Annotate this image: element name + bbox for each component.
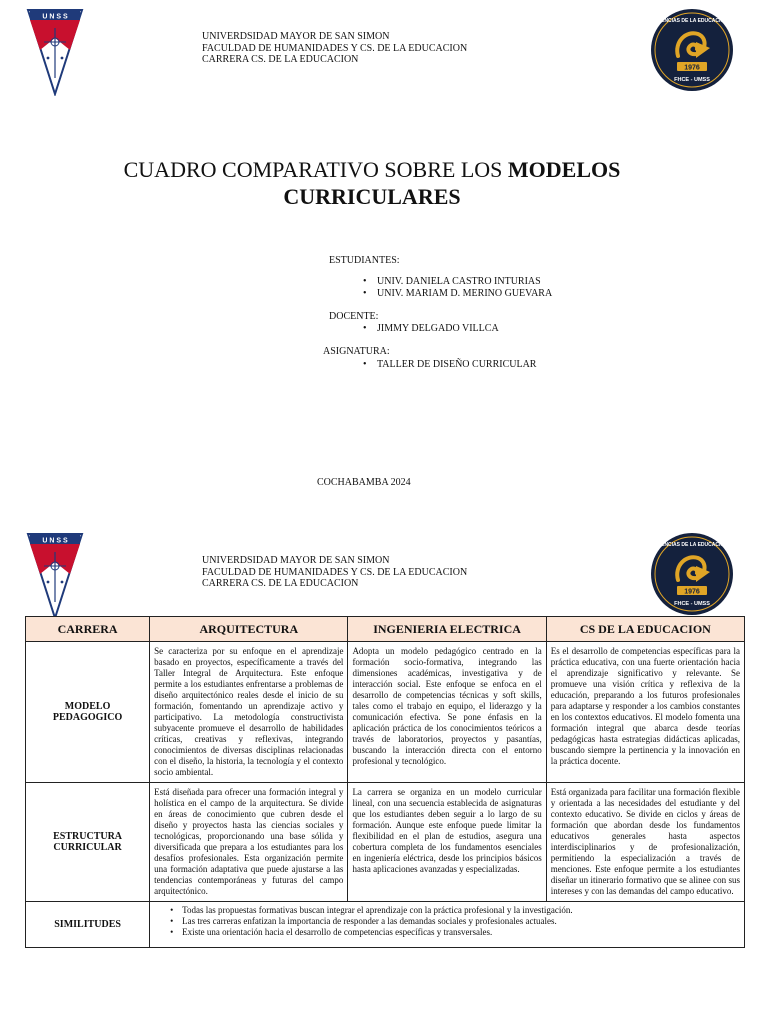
table-cell: La carrera se organiza en un modelo curricular lineal, con una secuencia establecida de asignaturas que los estudiantes deben seguir a lo largo de su formación. Aunque este enfoque puede limitar la flexibilidad en el plan de estudios, asegura una cobertura completa de los fundamentos esenciales en ingeniería eléctrica, desde los principios básicos hasta aplicaciones avanzadas y especializadas.	[348, 783, 546, 902]
student-name: • UNIV. MARIAM D. MERINO GUEVARA	[377, 288, 552, 300]
education-seal-logo	[650, 532, 734, 616]
education-seal-logo	[650, 8, 734, 92]
subject-label: ASIGNATURA:	[323, 346, 390, 357]
row-label-similitudes: SIMILITUDES	[26, 902, 150, 948]
svg-text:CIENCIAS DE LA EDUCACIÓN: CIENCIAS DE LA EDUCACIÓN	[656, 542, 728, 548]
table-header-row	[26, 617, 745, 642]
faculty-name: FACULDAD DE HUMANIDADES Y CS. DE LA EDUCACION	[202, 566, 468, 578]
teacher-list	[377, 323, 499, 335]
table-cell: Se caracteriza por su enfoque en el aprendizaje basado en proyectos, específicamente a través del Taller Integral de Arquitectura. Este enfoque permite a los estudiantes enfrentarse a problemas de diseño arquitectónico reales desde el inicio de su formación, fomentando un aprendizaje activo y participativo. La metodología constructivista subyacente promueve el desarrollo de habilidades críticas, creativas y reflexivas, integrando conocimientos de diversas disciplinas relacionadas con el diseño, la historia, la tecnología y el contexto socio ambiental.	[150, 642, 348, 783]
row-label-modelo-pedagogico: MODELO PEDAGOGICO	[26, 642, 150, 783]
header-cs-educacion: CS DE LA EDUCACION	[546, 617, 744, 642]
svg-text:FHCE - UMSS: FHCE - UMSS	[674, 77, 710, 83]
faculty-name: FACULDAD DE HUMANIDADES Y CS. DE LA EDUCACION	[202, 42, 468, 54]
city-year: COCHABAMBA 2024	[317, 477, 411, 488]
university-name: UNIVERDSIDAD MAYOR DE SAN SIMON	[202, 555, 390, 566]
svg-text:U N S S: U N S S	[42, 537, 68, 545]
header-ingenieria-electrica: INGENIERIA ELECTRICA	[348, 617, 546, 642]
table-cell: Adopta un modelo pedagógico centrado en la formación socio-formativa, integrando las dimensiones académicas, investigativa y de interacción social. Este enfoque se enfoca en el desarrollo de competencias técnicas y soft skills, tales como el trabajo en equipo, el liderazgo y la comunicación efectiva. Se pone énfasis en la aplicación práctica de los conocimientos teóricos a través de laboratorios, proyectos y pasantías, buscando la interacción directa con el entorno profesional y tecnológico.	[348, 642, 546, 783]
university-name: UNIVERDSIDAD MAYOR DE SAN SIMON	[202, 31, 390, 42]
list-item: • Todas las propuestas formativas buscan integrar el aprendizaje con la práctica profesional y la investigación.	[170, 905, 740, 916]
subject-list	[377, 359, 536, 371]
table-cell: Está diseñada para ofrecer una formación integral y holística en el campo de la arquitectura. Se divide en áreas de conocimiento que cubren desde el diseño y proyectos hasta las ciencias sociales y tecnológicas, proporcionando una base sólida y diversificada que prepara a los estudiantes para los desafíos profesionales. Esta organización permite una formación adaptativa que puede ajustarse a las tendencias contemporáneas y futuras del campo arquitectónico.	[150, 783, 348, 902]
students-label: ESTUDIANTES:	[329, 255, 400, 266]
table-row	[26, 783, 745, 902]
subject-name: • TALLER DE DISEÑO CURRICULAR	[377, 359, 536, 371]
students-list	[377, 276, 552, 300]
title-normal: CUADRO COMPARATIVO SOBRE LOS	[123, 157, 508, 182]
institution-header	[202, 555, 467, 590]
career-name: CARRERA CS. DE LA EDUCACION	[202, 54, 359, 65]
title-bold-1: MODELOS	[507, 157, 621, 182]
header-carrera: CARRERA	[26, 617, 150, 642]
table-cell: Está organizada para facilitar una formación flexible y orientada a las necesidades del estudiante y del contexto educativo. Se divide en ciclos y áreas de formación que abordan desde los fundamentos educativos generales hasta aspectos interdisciplinarios y de profesionalización, permitiendo la especialización a través de menciones. Este enfoque permite a los estudiantes diseñar un itinerario formativo que se alinee con sus intereses y con las demandas del campo educativo.	[546, 783, 744, 902]
teacher-label: DOCENTE:	[329, 311, 379, 322]
comparison-table	[25, 616, 745, 948]
umss-shield-logo	[26, 532, 84, 620]
institution-header	[202, 31, 467, 66]
umss-shield-logo	[26, 8, 84, 96]
similitudes-cell	[150, 902, 745, 948]
comparison-page	[0, 526, 768, 1024]
svg-text:CIENCIAS DE LA EDUCACIÓN: CIENCIAS DE LA EDUCACIÓN	[656, 18, 728, 24]
row-label-estructura-curricular: ESTRUCTURA CURRICULAR	[26, 783, 150, 902]
table-row	[26, 642, 745, 783]
document-title	[60, 156, 684, 210]
svg-text:U N S S: U N S S	[42, 13, 68, 21]
cover-page	[0, 0, 768, 510]
table-cell: Es el desarrollo de competencias específicas para la práctica educativa, con una fuerte orientación hacia el aprendizaje significativo y relevante. Se promueve una visión crítica y reflexiva de la educación, preparando a los futuros profesionales para adaptarse y responder a los cambios constantes en los contextos educativos. El modelo fomenta una formación integral que abarca desde teorías pedagógicas hasta estrategias didácticas aplicadas, buscando siempre la pertinencia y la innovación en la práctica docente.	[546, 642, 744, 783]
svg-text:FHCE - UMSS: FHCE - UMSS	[674, 601, 710, 607]
student-name: • UNIV. DANIELA CASTRO INTURIAS	[377, 276, 552, 288]
list-item: • Existe una orientación hacia el desarrollo de competencias específicas y transversales.	[170, 927, 740, 938]
svg-text:1976: 1976	[684, 64, 700, 72]
header-arquitectura: ARQUITECTURA	[150, 617, 348, 642]
svg-text:1976: 1976	[684, 588, 700, 596]
list-item: • Las tres carreras enfatizan la importancia de responder a las demandas sociales y profesionales actuales.	[170, 916, 740, 927]
career-name: CARRERA CS. DE LA EDUCACION	[202, 578, 359, 589]
teacher-name: • JIMMY DELGADO VILLCA	[377, 323, 499, 335]
title-bold-2: CURRICULARES	[283, 184, 461, 209]
table-row	[26, 902, 745, 948]
